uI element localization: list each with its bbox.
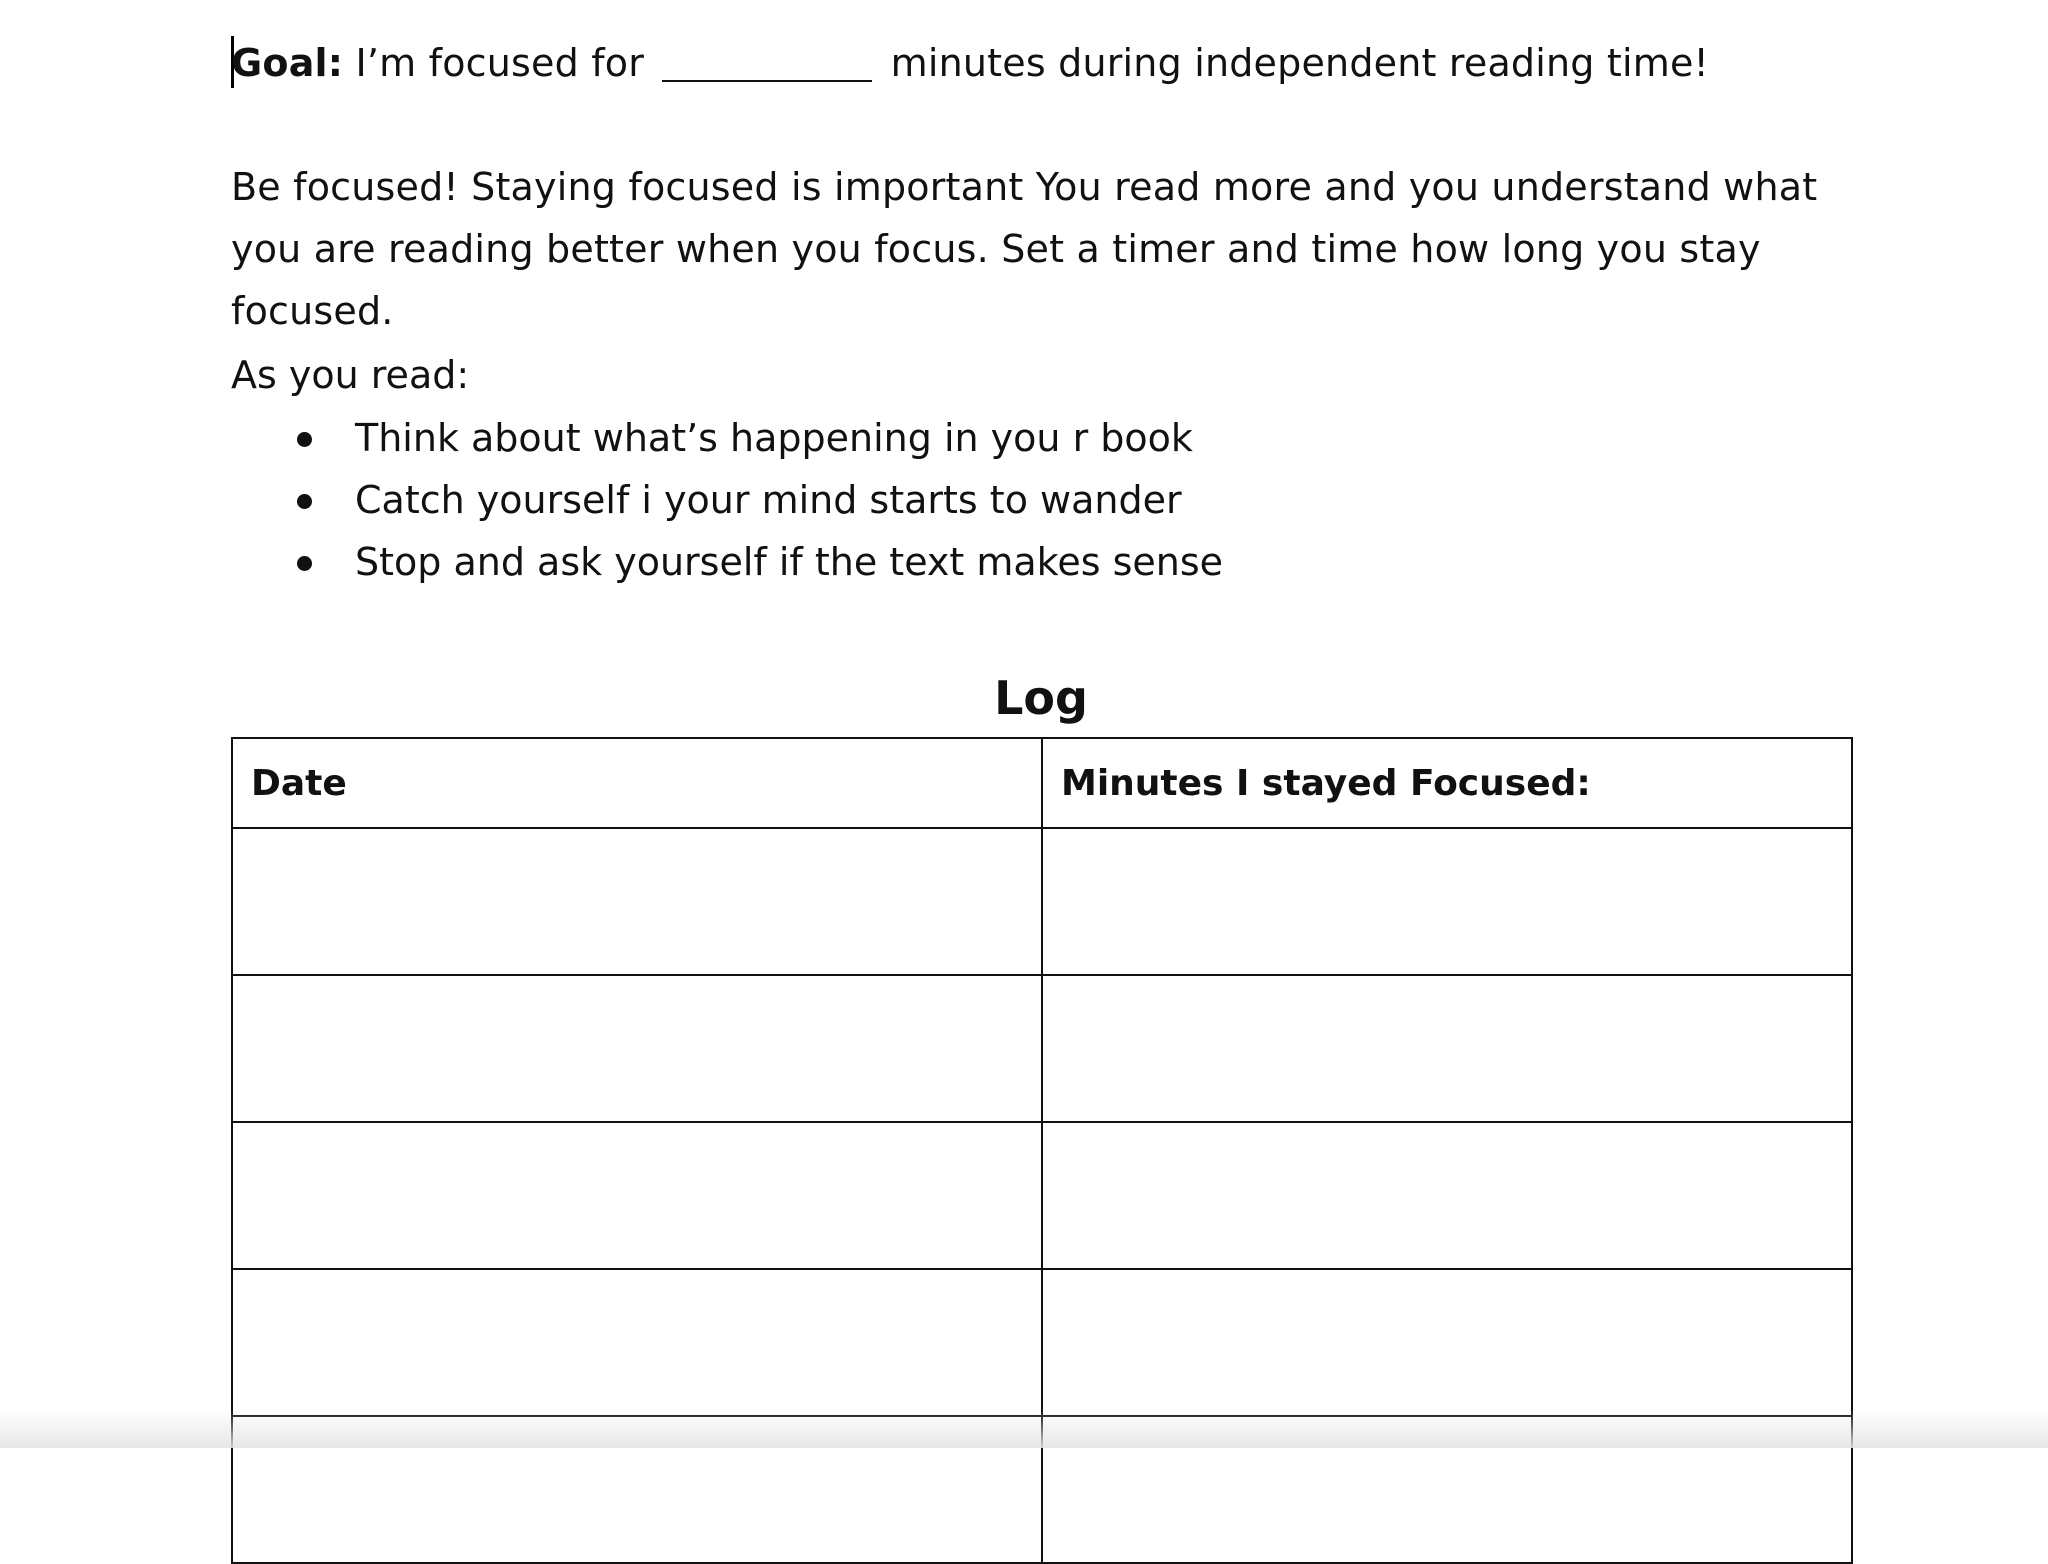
table-header-row [232, 738, 1852, 828]
list-item-text: Catch yourself i your mind starts to wander [355, 478, 1182, 522]
date-cell[interactable] [232, 828, 1042, 975]
table-row [232, 975, 1852, 1122]
list-item [231, 531, 1223, 593]
list-item [231, 407, 1223, 469]
bullet-icon [297, 494, 312, 509]
date-cell[interactable] [232, 1416, 1042, 1563]
bullet-icon [297, 556, 312, 571]
reading-tips-list [231, 407, 1223, 593]
minutes-cell[interactable] [1042, 975, 1852, 1122]
date-cell[interactable] [232, 975, 1042, 1122]
list-item [231, 469, 1223, 531]
goal-text-after: minutes during independent reading time! [878, 41, 1709, 85]
table-row [232, 1122, 1852, 1269]
minutes-cell[interactable] [1042, 1416, 1852, 1563]
bullet-icon [297, 432, 312, 447]
list-item-text: Think about what’s happening in you r book [355, 416, 1193, 460]
goal-label: Goal: [231, 41, 344, 85]
reading-tips-heading: As you read: [231, 353, 470, 397]
date-cell[interactable] [232, 1122, 1042, 1269]
table-row [232, 828, 1852, 975]
intro-paragraph: Be focused! Staying focused is important You read more and you understand what you are reading better when you focus. Set a timer and time how long you stay focused. [231, 165, 1818, 333]
log-title: Log [994, 671, 1088, 725]
minutes-cell[interactable] [1042, 828, 1852, 975]
goal-minutes-blank[interactable] [662, 44, 872, 82]
date-cell[interactable] [232, 1269, 1042, 1416]
goal-text-before: I’m focused for [343, 41, 657, 85]
list-item-text: Stop and ask yourself if the text makes sense [355, 540, 1224, 584]
log-table [231, 737, 1853, 1564]
column-header-minutes: Minutes I stayed Focused: [1042, 738, 1852, 828]
table-row [232, 1416, 1852, 1563]
minutes-cell[interactable] [1042, 1269, 1852, 1416]
table-row [232, 1269, 1852, 1416]
minutes-cell[interactable] [1042, 1122, 1852, 1269]
column-header-date: Date [232, 738, 1042, 828]
goal-line [231, 36, 1709, 89]
